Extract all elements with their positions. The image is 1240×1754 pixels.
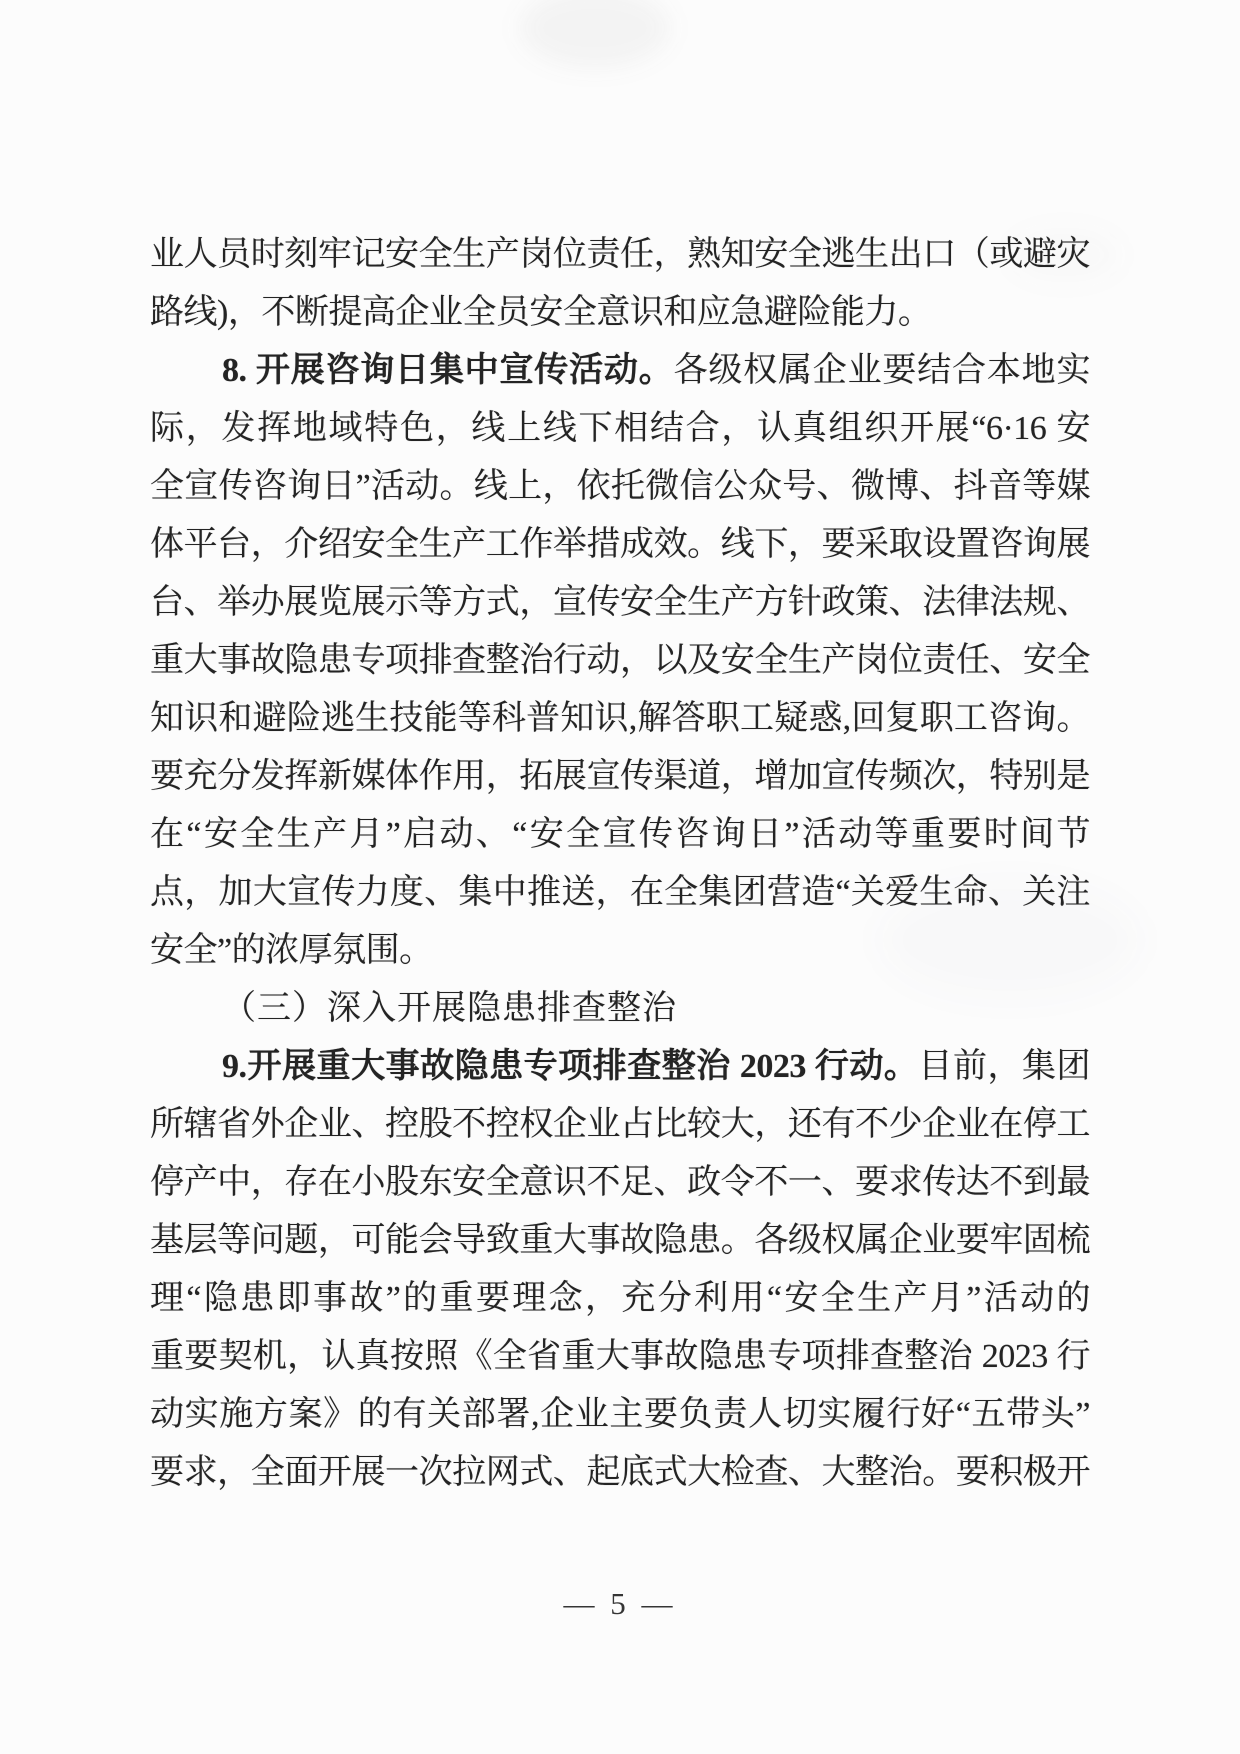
text-segment: 台、举办展览展示等方式，宣传安全生产方针政策、法律法规、 [150,584,1090,621]
text-line [150,748,1090,806]
text-segment: 点，加大宣传力度、集中推送，在全集团营造“关爱生命、关注 [150,874,1090,911]
text-segment: 际，发挥地域特色，线上线下相结合，认真组织开展“6·16 安 [150,410,1090,447]
text-segment: 动实施方案》的有关部署,企业主要负责人切实履行好“五带头” [150,1396,1090,1433]
text-segment: 体平台，介绍安全生产工作举措成效。线下，要采取设置咨询展 [150,526,1090,563]
text-segment: 重大事故隐患专项排查整治行动，以及安全生产岗位责任、安全 [150,642,1090,679]
text-line [150,922,1090,980]
text-segment: （三）深入开展隐患排查整治 [222,990,677,1027]
scan-smudge [520,0,670,68]
text-line [150,1328,1090,1386]
page-number: — 5 — [563,1586,677,1621]
text-line [150,806,1090,864]
text-line [150,1444,1090,1502]
text-line [150,226,1090,284]
text-segment: 业人员时刻牢记安全生产岗位责任，熟知安全逃生出口（或避灾 [150,236,1090,273]
text-segment: 目前，集团 [918,1048,1091,1085]
text-segment: 理“隐患即事故”的重要理念，充分利用“安全生产月”活动的 [150,1280,1090,1317]
text-line [150,1154,1090,1212]
text-segment: 要求，全面开展一次拉网式、起底式大检查、大整治。要积极开 [150,1454,1090,1491]
text-segment: 停产中，存在小股东安全意识不足、政令不一、要求传达不到最 [150,1164,1090,1201]
text-line [150,690,1090,748]
text-segment: 要充分发挥新媒体作用，拓展宣传渠道，增加宣传频次，特别是 [150,758,1090,795]
text-line [150,632,1090,690]
text-segment: 安全”的浓厚氛围。 [150,932,433,969]
text-line [150,980,1090,1038]
text-line [150,516,1090,574]
text-line [150,1386,1090,1444]
text-line [150,284,1090,342]
text-segment: 路线)，不断提高企业全员安全意识和应急避险能力。 [150,294,932,331]
text-segment: 基层等问题，可能会导致重大事故隐患。各级权属企业要牢固梳 [150,1222,1090,1259]
text-segment: 所辖省外企业、控股不控权企业占比较大，还有不少企业在停工 [150,1106,1090,1143]
text-segment: 全宣传咨询日”活动。线上，依托微信公众号、微博、抖音等媒 [150,468,1090,505]
text-segment: 各级权属企业要结合本地实 [673,352,1090,389]
text-segment: 知识和避险逃生技能等科普知识,解答职工疑惑,回复职工咨询。 [150,700,1090,737]
text-segment: 重要契机，认真按照《全省重大事故隐患专项排查整治 2023 行 [150,1338,1090,1375]
text-line [150,574,1090,632]
text-segment: 在“安全生产月”启动、“安全宣传咨询日”活动等重要时间节 [150,816,1090,853]
text-segment-bold: 8. 开展咨询日集中宣传活动。 [222,352,674,389]
text-line [150,342,1090,400]
text-segment-bold: 9.开展重大事故隐患专项排查整治 2023 行动。 [222,1048,919,1085]
text-line [150,1212,1090,1270]
document-body [150,226,1090,1502]
text-line [150,400,1090,458]
text-line [150,1270,1090,1328]
text-line [150,864,1090,922]
text-line [150,1038,1090,1096]
text-line [150,458,1090,516]
text-line [150,1096,1090,1154]
